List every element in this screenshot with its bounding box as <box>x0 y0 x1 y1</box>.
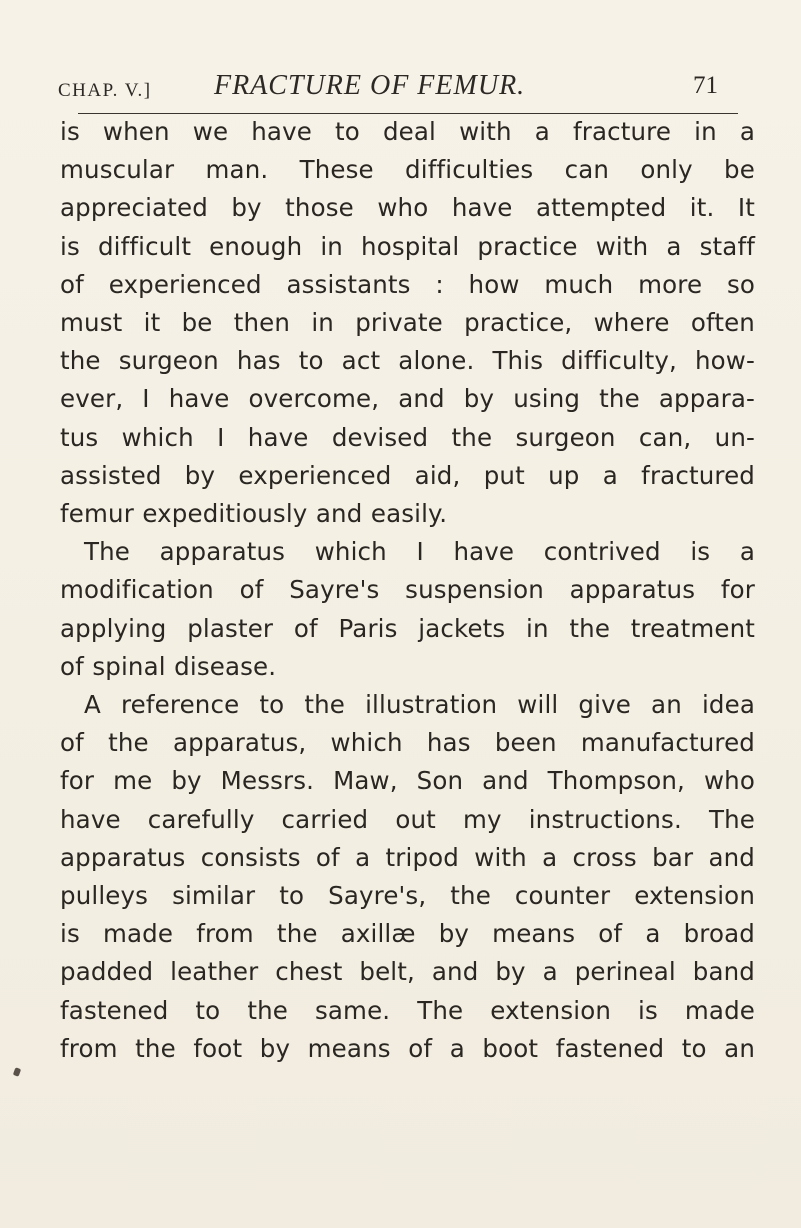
text-line: fastened to the same. The extension is made <box>60 995 755 1025</box>
text-line: ever, I have overcome, and by using the appara- <box>60 384 755 414</box>
text-line: The apparatus which I have contrived is a <box>84 537 755 567</box>
text-line: appreciated by those who have attempted it. It <box>60 193 755 223</box>
text-line: of spinal disease. <box>60 651 277 681</box>
running-head <box>58 68 748 108</box>
text-line: of the apparatus, which has been manufactured <box>60 728 755 758</box>
text-line: modification of Sayre's suspension apparatus for <box>60 575 755 605</box>
text-line: applying plaster of Paris jackets in the treatment <box>60 613 755 643</box>
text-line: muscular man. These difficulties can only be <box>60 155 755 185</box>
text-line: must it be then in private practice, where often <box>60 308 755 338</box>
text-line: pulleys similar to Sayre's, the counter extension <box>60 881 755 911</box>
text-line: assisted by experienced aid, put up a fractured <box>60 460 755 490</box>
body-text <box>60 113 755 1068</box>
running-title: FRACTURE OF FEMUR. <box>214 70 526 101</box>
page-number: 71 <box>693 72 718 99</box>
text-line: for me by Messrs. Maw, Son and Thompson, who <box>60 766 755 796</box>
chapter-label: CHAP. V.] <box>58 80 152 101</box>
ink-mark <box>13 1067 21 1077</box>
text-line: padded leather chest belt, and by a perineal band <box>60 957 755 987</box>
text-line: is when we have to deal with a fracture in a <box>60 117 755 146</box>
text-line: apparatus consists of a tripod with a cross bar and <box>60 842 755 872</box>
text-line: is difficult enough in hospital practice with a staff <box>60 231 755 261</box>
text-line: A reference to the illustration will give an idea <box>84 690 755 720</box>
text-line: the surgeon has to act alone. This difficulty, how- <box>60 346 755 376</box>
text-line: is made from the axillæ by means of a broad <box>60 919 755 949</box>
text-line: have carefully carried out my instructions. The <box>60 804 755 834</box>
text-line: of experienced assistants : how much more so <box>60 269 755 299</box>
paragraph-reference <box>60 686 755 1068</box>
paragraph-apparatus <box>60 533 755 686</box>
text-line: femur expeditiously and easily. <box>60 499 448 529</box>
text-line: from the foot by means of a boot fastened to an <box>60 1033 755 1063</box>
paragraph-continued <box>60 113 755 533</box>
text-line: tus which I have devised the surgeon can, un- <box>60 422 755 452</box>
